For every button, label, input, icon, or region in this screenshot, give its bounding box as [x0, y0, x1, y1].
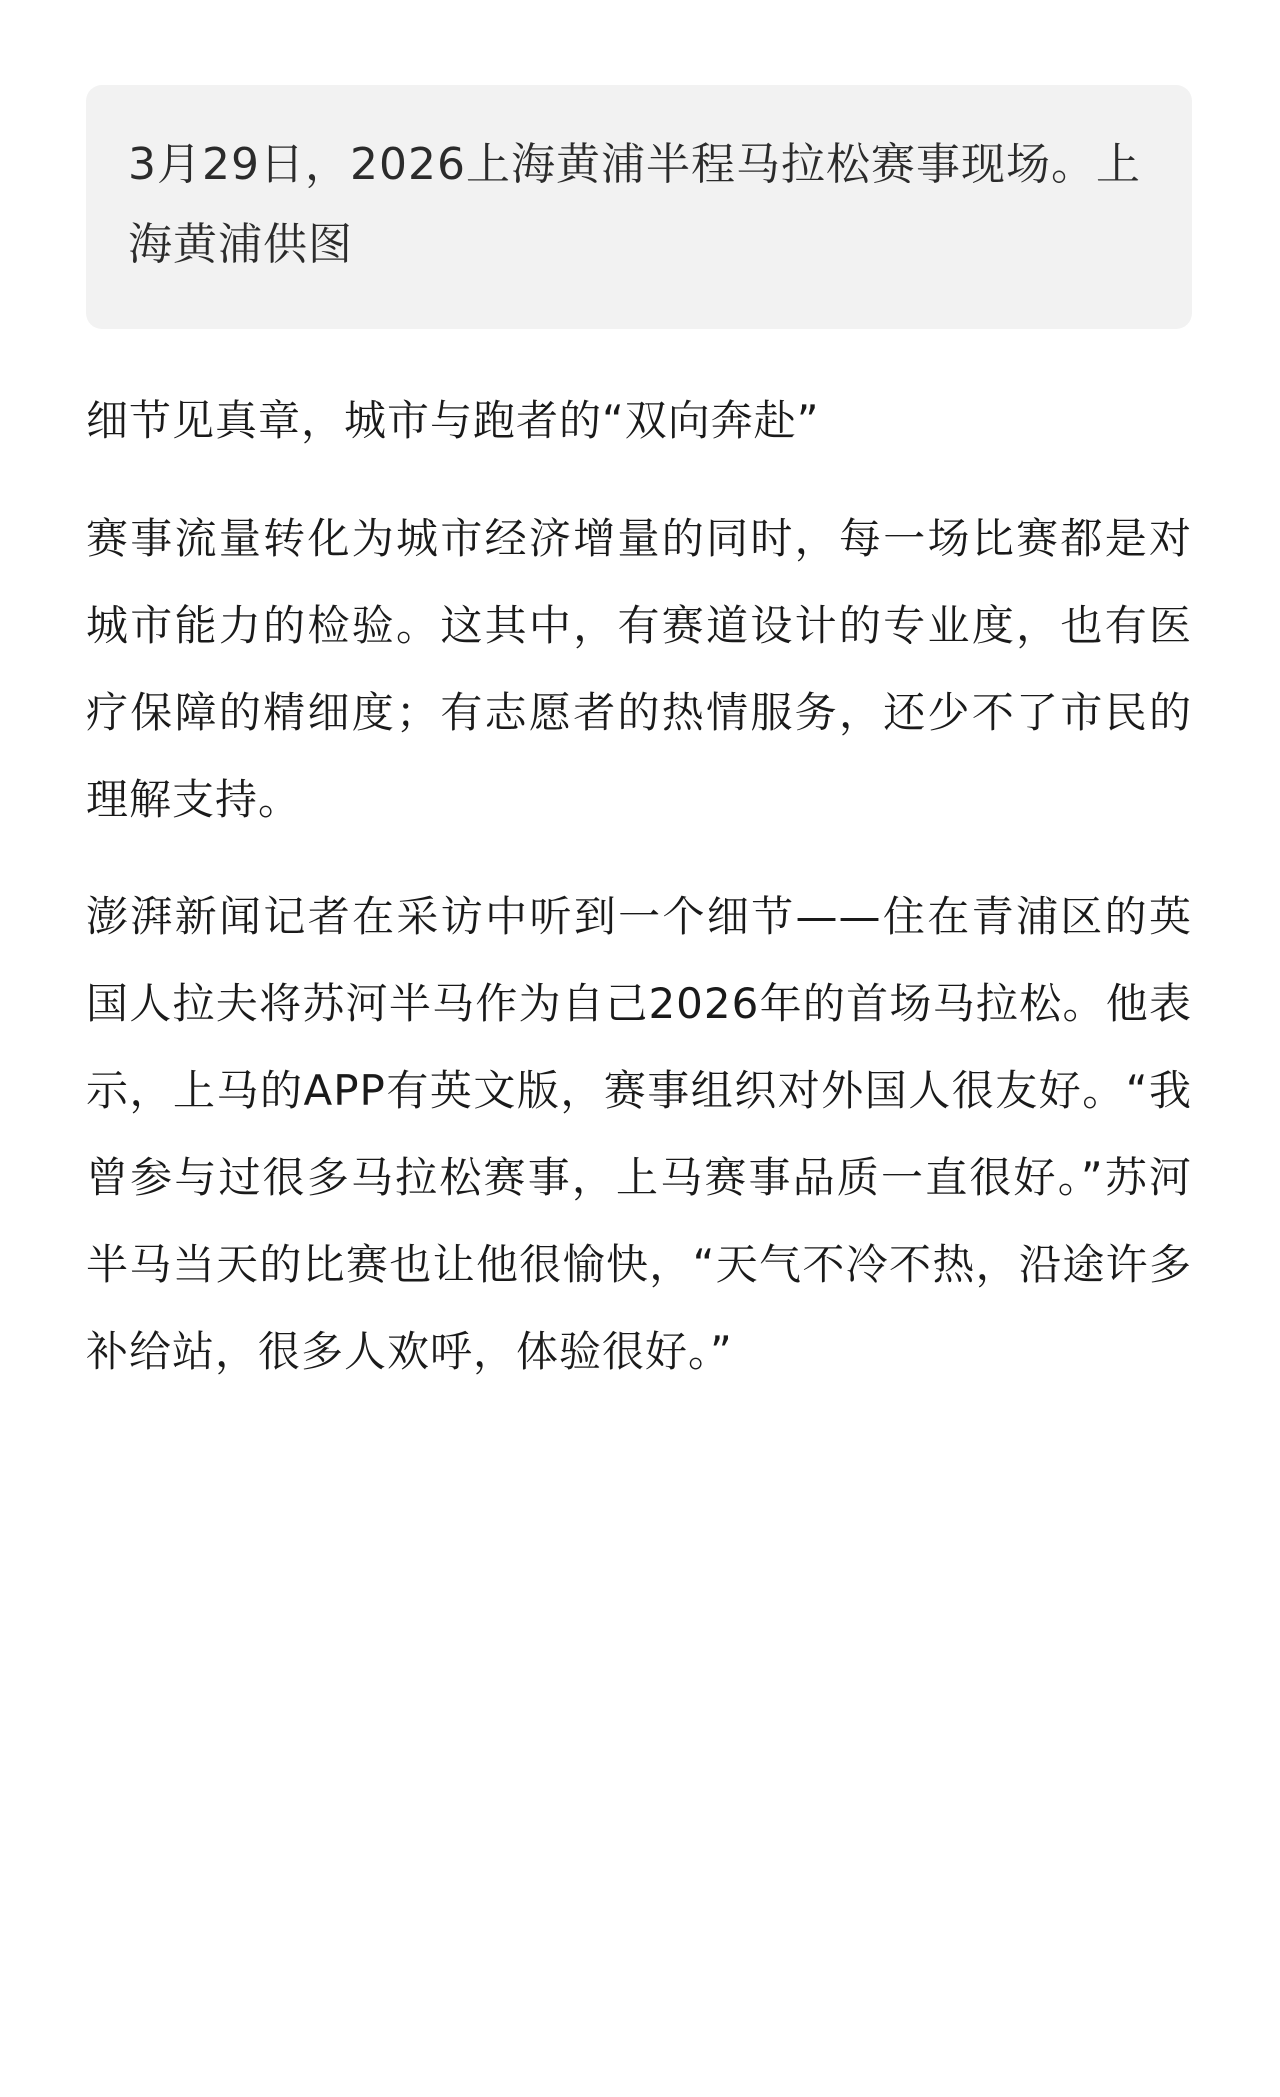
- section-subheading: 细节见真章，城市与跑者的“双向奔赴”: [86, 396, 820, 445]
- article-body: [86, 85, 1192, 1395]
- image-caption-box: [86, 85, 1192, 329]
- article-paragraph: 赛事流量转化为城市经济增量的同时，每一场比赛都是对城市能力的检验。这其中，有赛道设计的专业度，也有医疗保障的精细度；有志愿者的热情服务，还少不了市民的理解支持。: [86, 514, 1192, 824]
- image-caption: 3月29日，2026上海黄浦半程马拉松赛事现场。上海黄浦供图: [128, 139, 1141, 270]
- article-paragraph: 澎湃新闻记者在采访中听到一个细节——住在青浦区的英国人拉夫将苏河半马作为自己2026年的首场马拉松。他表示，上马的APP有英文版，赛事组织对外国人很友好。“我曾参与过很多马拉松赛事，上马赛事品质一直很好。”苏河半马当天的比赛也让他很愉快，“天气不冷不热，沿途许多补给站，很多人欢呼，体验很好。”: [86, 892, 1192, 1376]
